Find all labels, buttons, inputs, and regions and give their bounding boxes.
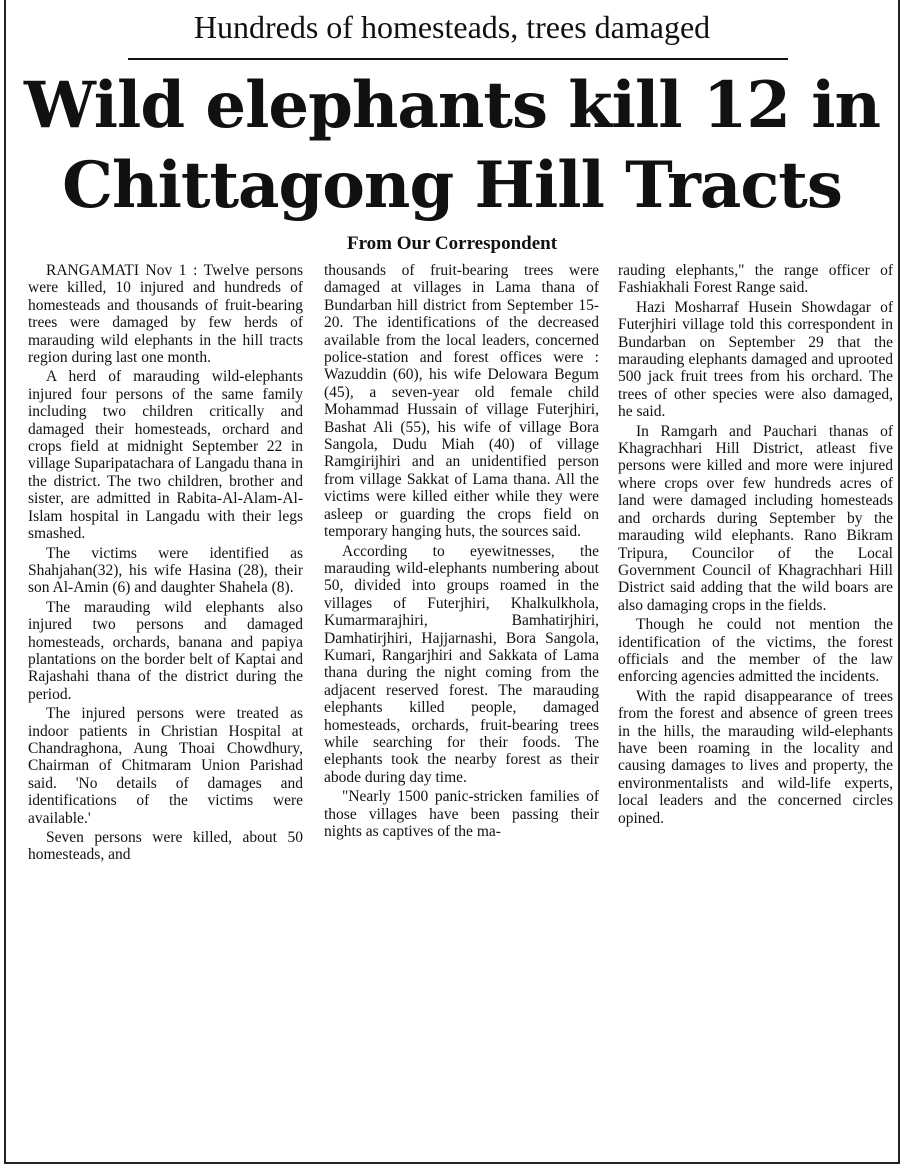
article-column-3 — [618, 262, 893, 827]
newspaper-clipping — [4, 0, 900, 1164]
paragraph: In Ramgarh and Pauchari thanas of Khagrachhari Hill District, atleast five persons were killed and more were injured where crops over few hundreds acres of land were damaged including homesteads and orchards during September by the marauding wild elephants. Rano Bikram Tripura, Councilor of the Local Government Council of Khagrachhari Hill District said adding that the wild boars are also damaging crops in the fields. — [618, 422, 893, 614]
kicker-headline: Hundreds of homesteads, trees damaged — [193, 9, 711, 45]
article-column-2 — [324, 262, 599, 840]
paragraph: rauding elephants," the range officer of Fashiakhali Forest Range said. — [618, 262, 893, 297]
headline-line-2: Chittagong Hill Tracts — [62, 148, 842, 223]
article-column-1 — [28, 262, 303, 864]
paragraph: The marauding wild elephants also injured two persons and damaged homesteads, orchards, banana and papiya plantations on the border belt of Kaptai and Rajashahi thana of the district during the period. — [28, 598, 303, 703]
headline-line-1: Wild elephants kill 12 in — [23, 68, 881, 143]
paragraph: The victims were identified as Shahjahan(32), his wife Hasina (28), their son Al-Amin (6) and daughter Shahela (8). — [28, 544, 303, 597]
paragraph: "Nearly 1500 panic-stricken families of those villages have been passing their nights as captives of the ma- — [324, 788, 599, 840]
byline: From Our Correspondent — [346, 233, 558, 254]
paragraph: A herd of marauding wild-elephants injured four persons of the same family including two children critically and damaged their homesteads, orchard and crops field at midnight September 22 in village Suparipatachara of Langadu thana in the district. The two children, brother and sister, are admitted in Rabita-Al-Alam-Al-Islam hospital in Langadu with their legs smashed. — [28, 368, 303, 543]
paragraph: According to eyewitnesses, the marauding wild-elephants numbering about 50, divided into groups roamed in the villages of Futerjhiri, Khalkulkhola, Kumarmarajhiri, Bamhatirjhiri, Damhatirjhiri, Hajjarnashi, Bora Sangola, Kumari, Rangarjhiri and Sakkata of Lama thana during the night coming from the adjacent reserved forest. The marauding elephants killed people, damaged homesteads, orchards, fruit-bearing trees while searching for their foods. The elephants took the nearby forest as their abode during day time. — [324, 542, 599, 786]
paragraph: With the rapid disappearance of trees from the forest and absence of green trees in the hills, the marauding wild-elephants have been roaming in the locality and causing damages to lives and property, the environmentalists and wild-life experts, local leaders and the concerned circles opined. — [618, 687, 893, 827]
paragraph: thousands of fruit-bearing trees were damaged at villages in Lama thana of Bundarban hill district from September 15-20. The identifications of the decreased available from the local leaders, concerned police-station and forest offices were : Wazuddin (60), his wife Delowara Begum (45), a seven-year old female child Mohammad Hussain of village Futerjhiri, Bashat Ali (55), his wife of village Bora Sangola, Dudu Miah (40) of village Ramgirijhiri and an unidentified person from village Sakkat of Lama thana. All the victims were killed either while they were asleep or guarding the crops field on temporary hanging huts, the sources said. — [324, 262, 599, 541]
paragraph: The injured persons were treated as indoor patients in Christian Hospital at Chandraghona, Aung Thoai Chowdhury, Chairman of Chitmaram Union Parishad said. 'No details of damages and identifications of the victims were available.' — [28, 705, 303, 827]
paragraph: Though he could not mention the identification of the victims, the forest officials and the member of the law enforcing agencies admitted the incidents. — [618, 616, 893, 686]
main-headline — [6, 66, 898, 226]
paragraph: Seven persons were killed, about 50 homesteads, and — [28, 829, 303, 864]
paragraph: RANGAMATI Nov 1 : Twelve persons were killed, 10 injured and hundreds of homesteads and thousands of fruit-bearing trees were damaged by few herds of marauding wild elephants in the hill tracts region during last one month. — [28, 262, 303, 367]
kicker-underline — [128, 58, 788, 60]
paragraph: Hazi Mosharraf Husein Showdagar of Futerjhiri village told this correspondent in Bundarban on September 29 that the marauding elephants damaged and uprooted 500 jack fruit trees from his orchard. The trees of other species were also damaged, he said. — [618, 298, 893, 421]
